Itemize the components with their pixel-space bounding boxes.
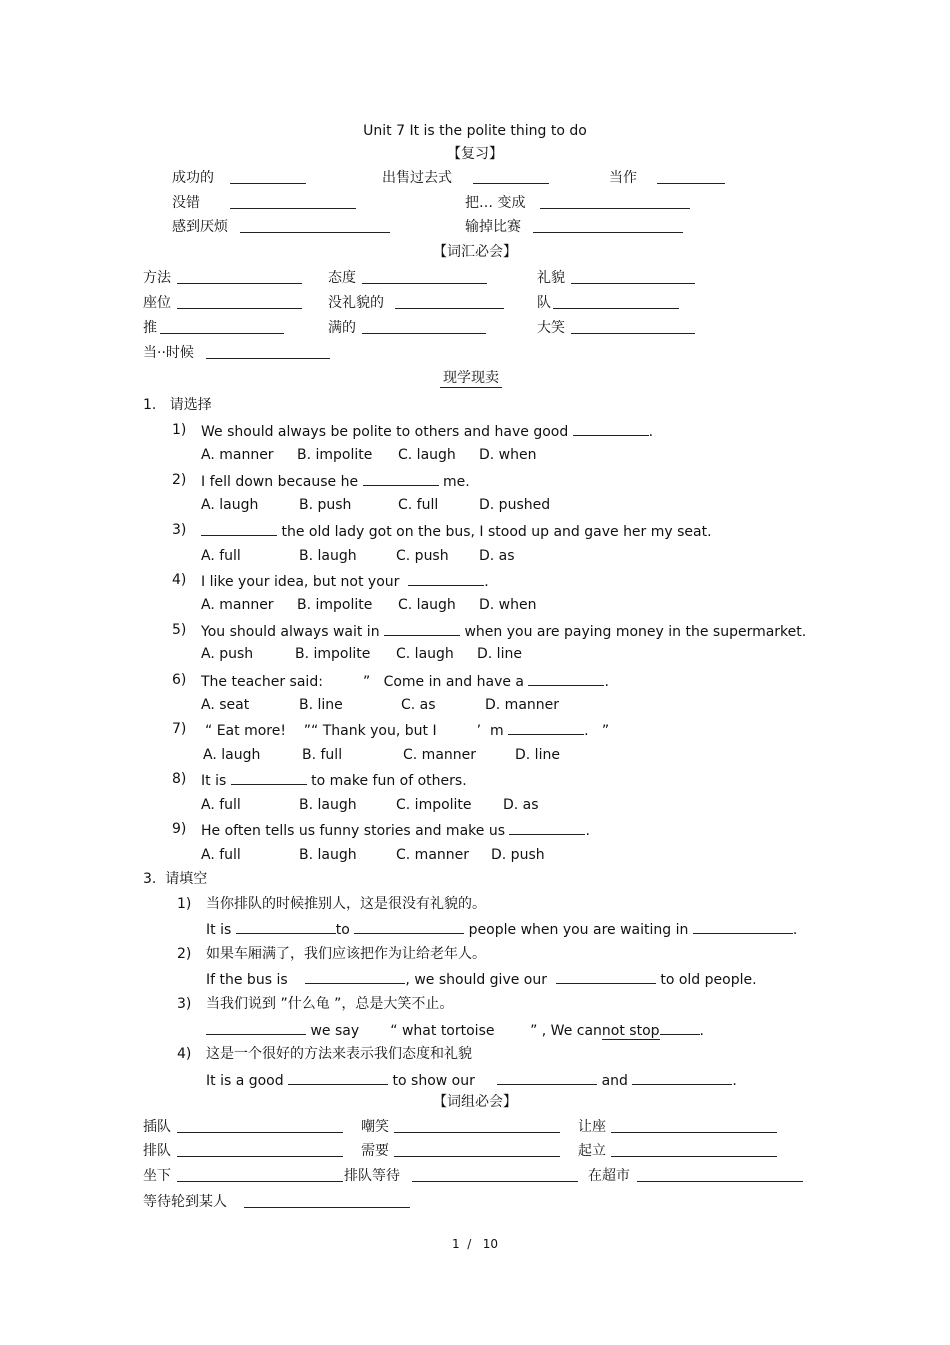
option-b: B. full — [302, 747, 343, 763]
option-d: D. push — [491, 847, 545, 863]
option-c: C. laugh — [396, 646, 454, 662]
page-title: Unit 7 It is the polite thing to do — [363, 123, 587, 139]
option-c: C. manner — [396, 847, 470, 863]
option-c: C. push — [396, 548, 449, 564]
chinese-sentence: 当你排队的时候推别人，这是很没有礼貌的。 — [206, 896, 486, 912]
option-b: B. laugh — [299, 797, 357, 813]
phrase-term: 需要 — [361, 1143, 389, 1159]
option-c: C. as — [401, 697, 436, 713]
option-c: C. laugh — [398, 597, 456, 613]
question-text: I like your idea, but not your . — [201, 574, 489, 590]
question-number: 7) — [172, 721, 187, 737]
phrase-term: 嘲笑 — [361, 1119, 389, 1135]
option-d: D. line — [477, 646, 522, 662]
question-text: He often tells us funny stories and make us . — [201, 823, 590, 839]
blank-line — [611, 1119, 777, 1137]
question-number: 1) — [177, 896, 192, 912]
review-term: 成功的 — [172, 170, 214, 186]
option-b: B. impolite — [295, 646, 371, 662]
phrase-term: 等待轮到某人 — [143, 1194, 227, 1210]
blank-line — [362, 270, 487, 288]
blank-line — [540, 195, 690, 213]
vocab-term: 满的 — [328, 320, 356, 336]
option-c: C. full — [398, 497, 439, 513]
question-number: 9) — [172, 821, 187, 837]
section-phrases-heading: 【词组必会】 — [433, 1094, 517, 1110]
vocab-term: 方法 — [143, 270, 171, 286]
blank-line — [637, 1168, 803, 1186]
vocab-term: 没礼貌的 — [328, 295, 384, 311]
question-number: 2) — [172, 472, 187, 488]
section-practice-heading: 现学现卖 — [440, 370, 502, 388]
blank-line — [177, 1143, 343, 1161]
option-b: B. line — [299, 697, 343, 713]
review-term: 当作 — [609, 170, 637, 186]
option-a: A. seat — [201, 697, 250, 713]
question-text: We should always be polite to others and have good . — [201, 424, 654, 440]
vocab-term: 礼貌 — [537, 270, 565, 286]
question-text: the old lady got on the bus, I stood up and gave her my seat. — [201, 522, 712, 540]
phrase-term: 插队 — [143, 1119, 171, 1135]
phrase-term: 起立 — [578, 1143, 606, 1159]
blank-line — [230, 170, 306, 188]
phrase-term: 坐下 — [143, 1168, 171, 1184]
option-a: A. laugh — [201, 497, 259, 513]
option-d: D. manner — [485, 697, 560, 713]
phrase-term: 让座 — [578, 1119, 606, 1135]
review-term: 感到厌烦 — [172, 219, 228, 235]
blank-line — [160, 320, 284, 338]
section-review-heading: 【复习】 — [447, 146, 503, 162]
blank-line — [395, 295, 504, 313]
question-text: It is to make fun of others. — [201, 773, 467, 789]
blank-line — [611, 1143, 777, 1161]
option-d: D. as — [479, 548, 515, 564]
question-number: 1) — [172, 422, 187, 438]
vocab-term: 队 — [537, 295, 551, 311]
blank-line — [394, 1143, 560, 1161]
chinese-sentence: 当我们说到 ”什么龟 ”，总是大笑不止。 — [206, 996, 454, 1012]
question-number: 4) — [172, 572, 187, 588]
blank-line — [240, 219, 390, 237]
question-number: 3) — [172, 522, 187, 538]
blank-line — [177, 270, 302, 288]
blank-line — [244, 1194, 410, 1212]
english-sentence: we say “ what tortoise ” , We cannot stop . — [206, 1021, 704, 1039]
option-a: A. full — [201, 797, 241, 813]
english-sentence: If the bus is , we should give our to old people. — [206, 972, 757, 988]
blank-line — [206, 345, 330, 363]
blank-line — [571, 270, 695, 288]
review-term: 输掉比赛 — [465, 219, 521, 235]
blank-line — [230, 195, 356, 213]
chinese-sentence: 如果车厢满了，我们应该把作为让给老年人。 — [206, 946, 486, 962]
phrase-term: 排队等待 — [344, 1168, 400, 1184]
blank-line — [553, 295, 679, 313]
option-b: B. laugh — [299, 548, 357, 564]
question-number: 2) — [177, 946, 192, 962]
question-1-heading: 1. 请选择 — [143, 397, 212, 413]
option-d: D. pushed — [479, 497, 551, 513]
phrase-term: 在超市 — [588, 1168, 630, 1184]
blank-line — [177, 1168, 343, 1186]
question-text: The teacher said: ” Come in and have a . — [201, 674, 609, 690]
option-a: A. push — [201, 646, 254, 662]
blank-line — [571, 320, 695, 338]
option-d: D. when — [479, 447, 537, 463]
review-term: 把… 变成 — [465, 195, 526, 211]
question-text: You should always wait in when you are paying money in the supermarket. — [201, 624, 807, 640]
blank-line — [362, 320, 486, 338]
english-sentence: It is a good to show our and . — [206, 1073, 737, 1089]
question-text: I fell down because he me. — [201, 474, 470, 490]
option-a: A. manner — [201, 447, 274, 463]
phrase-term: 排队 — [143, 1143, 171, 1159]
option-a: A. manner — [201, 597, 274, 613]
question-number: 4) — [177, 1046, 192, 1062]
option-c: C. laugh — [398, 447, 456, 463]
question-number: 3) — [177, 996, 192, 1012]
vocab-term: 座位 — [143, 295, 171, 311]
vocab-term: 推 — [143, 320, 157, 336]
option-a: A. laugh — [203, 747, 261, 763]
question-number: 8) — [172, 771, 187, 787]
option-c: C. manner — [403, 747, 477, 763]
question-number: 6) — [172, 672, 187, 688]
review-term: 没错 — [172, 195, 200, 211]
blank-line — [394, 1119, 560, 1137]
option-a: A. full — [201, 847, 241, 863]
option-b: B. laugh — [299, 847, 357, 863]
option-b: B. push — [299, 497, 352, 513]
option-d: D. line — [515, 747, 560, 763]
question-text: “ Eat more! ”“ Thank you, but I ’ m . ” — [205, 723, 610, 739]
option-c: C. impolite — [396, 797, 472, 813]
vocab-term: 大笑 — [537, 320, 565, 336]
option-d: D. as — [503, 797, 539, 813]
blank-line — [473, 170, 549, 188]
option-b: B. impolite — [297, 447, 373, 463]
question-number: 5) — [172, 622, 187, 638]
question-3-heading: 3. 请填空 — [143, 871, 208, 887]
vocab-term: 态度 — [328, 270, 356, 286]
blank-line — [177, 1119, 343, 1137]
blank-line — [177, 295, 302, 313]
english-sentence: It is to people when you are waiting in . — [206, 922, 798, 938]
option-d: D. when — [479, 597, 537, 613]
blank-line — [657, 170, 725, 188]
review-term: 出售过去式 — [382, 170, 452, 186]
section-vocab-heading: 【词汇必会】 — [433, 244, 517, 260]
blank-line — [412, 1168, 578, 1186]
blank-line — [533, 219, 683, 237]
page-number: 1 / 10 — [451, 1237, 499, 1251]
option-b: B. impolite — [297, 597, 373, 613]
chinese-sentence: 这是一个很好的方法来表示我们态度和礼貌 — [206, 1046, 472, 1062]
option-a: A. full — [201, 548, 241, 564]
vocab-term: 当··时候 — [143, 345, 194, 361]
